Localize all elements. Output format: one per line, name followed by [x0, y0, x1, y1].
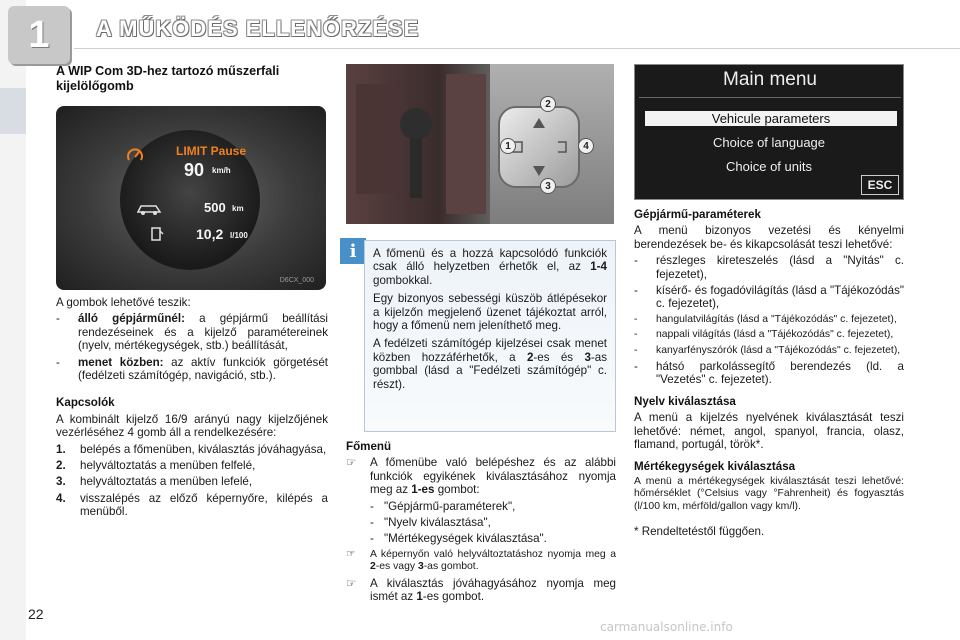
list-body: gombot:	[434, 483, 480, 497]
list-body: A képernyőn való helyváltoztatáshoz nyomja meg a	[370, 548, 616, 560]
fuel-icon	[150, 226, 164, 242]
list-item	[346, 456, 616, 496]
list-bold: álló gépjárműnél:	[78, 312, 185, 326]
info-icon: i	[340, 238, 366, 264]
list-item	[634, 360, 904, 387]
list-text: nappali világítás (lásd a "Tájékozódás" c. fejezetet),	[656, 329, 894, 341]
sub-marker: -	[370, 499, 374, 513]
controls-text: A kombinált kijelző 16/9 arányú nagy kijelzőjének vezérléséhez 4 gomb áll a rendelkezésére:	[56, 412, 328, 440]
list-text	[78, 356, 328, 383]
list-item	[56, 312, 328, 352]
list-body: az aktív funkciók görgetését (fedélzeti számítógép, navigáció, stb.).	[78, 355, 328, 383]
menu-item-units: Choice of units	[726, 159, 812, 174]
list-marker: -	[634, 344, 638, 356]
list-text: visszalépés az előző képernyőre, kilépés a menüből.	[80, 491, 328, 519]
list-bold: 3	[417, 561, 424, 573]
list-bold: 2	[370, 561, 376, 573]
list-body: A kiválasztás jóváhagyásához nyomja meg ismét az	[370, 576, 616, 604]
chapter-badge	[8, 6, 70, 64]
dashboard-image	[56, 106, 326, 290]
list-number: 3.	[56, 475, 66, 489]
sub-item	[346, 500, 616, 513]
page-number: 22	[28, 606, 44, 622]
list-marker: -	[56, 312, 60, 326]
list-text	[78, 312, 328, 352]
sub-item	[346, 516, 616, 529]
info-box	[364, 240, 616, 432]
left-heading-block	[56, 64, 328, 94]
info-bold: 3	[584, 350, 591, 364]
list-text: részleges kireteszelés (lásd a "Nyitás" c. fejezetet),	[656, 254, 904, 281]
list-text: kísérő- és fogadóvilágítás (lásd a "Tájékozódás" c. fejezetet),	[656, 284, 904, 311]
list-body: -es vagy	[375, 561, 418, 573]
list-item	[346, 577, 616, 604]
language-heading: Nyelv kiválasztása	[634, 394, 736, 408]
sub-marker: -	[370, 516, 374, 530]
list-text	[370, 549, 616, 574]
car-icon	[136, 202, 162, 216]
info-text: gombokkal.	[373, 273, 433, 287]
list-item	[56, 475, 328, 488]
list-item	[56, 459, 328, 472]
button-badge-1: 1	[500, 138, 516, 154]
units-text: A menü a mértékegységek kiválasztását teszi lehetővé: hőmérséklet (°Celsius vagy °Fahrenheit) és fogyasztás (l/100 km, mérföld/gallon vagy km/l).	[634, 475, 904, 512]
watermark: carmanualsonline.info	[600, 620, 733, 634]
button-badge-3: 3	[540, 178, 556, 194]
info-text: -as gombbal (lásd a "Fedélzeti számítógép" c. részt).	[373, 350, 608, 391]
list-text: hangulatvilágítás (lásd a "Tájékozódás" c. fejezetet),	[656, 313, 897, 325]
list-marker: -	[634, 329, 638, 341]
speedometer-icon	[126, 146, 144, 164]
pointer-icon: ☞	[346, 576, 357, 590]
info-text: A főmenü és a hozzá kapcsolódó funkciók csak álló helyzetben érhetők el, az	[373, 247, 607, 274]
info-text: A fedélzeti számítógép kijelzései csak menet közben hozzáférhetők, a	[373, 337, 607, 364]
sub-text: "Gépjármű-paraméterek",	[384, 499, 516, 513]
list-body: -as gombot.	[423, 561, 479, 573]
list-bold: menet közben:	[78, 355, 164, 369]
info-text: -es és	[533, 350, 585, 364]
speed-unit: km/h	[212, 166, 231, 175]
list-text: kanyarfényszórók (lásd a "Tájékozódás" c. fejezetet),	[656, 344, 901, 356]
image-code: D6CX_000	[279, 277, 314, 284]
right-text-block	[634, 208, 904, 539]
list-marker: -	[634, 313, 638, 325]
list-number: 1.	[56, 442, 66, 456]
pointer-icon: ☞	[346, 456, 357, 470]
info-bold: 1-4	[590, 260, 607, 274]
list-item	[634, 329, 904, 341]
list-body: -es gombot.	[422, 590, 485, 604]
menu-title: Main menu	[723, 69, 817, 90]
range-value: 500	[204, 200, 226, 215]
main-menu-screen	[634, 64, 904, 200]
left-text-block	[56, 296, 328, 519]
title-divider	[74, 48, 960, 49]
pointer-icon: ☞	[346, 548, 356, 560]
list-marker: -	[634, 360, 638, 374]
menu-divider	[639, 97, 901, 98]
list-text: helyváltoztatás a menüben lefelé,	[80, 475, 253, 489]
list-item	[634, 254, 904, 281]
list-item	[56, 492, 328, 519]
gear-lever-icon	[346, 64, 492, 224]
list-number: 2.	[56, 459, 66, 473]
steering-controls-image	[346, 64, 614, 224]
list-text	[370, 456, 616, 496]
sidebar-tab	[0, 88, 26, 134]
info-paragraph: Egy bizonyos sebességi küszöb átlépésekor a kijelzőn megjelenő üzenet tájékoztat arról, hogy a főmenü nem jeleníthető meg.	[373, 292, 607, 333]
list-text: belépés a főmenüben, kiválasztás jóváhagyása,	[80, 442, 327, 456]
esc-button: ESC	[861, 175, 899, 195]
speed-limit-label: LIMIT Pause	[176, 144, 247, 158]
info-paragraph	[373, 337, 607, 391]
list-number: 4.	[56, 491, 66, 505]
intro-text: A gombok lehetővé teszik:	[56, 296, 191, 309]
list-item	[634, 345, 904, 357]
button-badge-2: 2	[540, 96, 556, 112]
controls-heading: Kapcsolók	[56, 396, 115, 410]
range-unit: km	[232, 204, 244, 213]
consumption-value: 10,2	[196, 226, 224, 242]
sub-item	[346, 532, 616, 545]
list-item	[56, 356, 328, 383]
menu-item-vehicle-parameters: Vehicule parameters	[645, 111, 897, 126]
units-heading: Mértékegységek kiválasztása	[634, 459, 796, 473]
list-text	[370, 577, 616, 604]
consumption-unit: l/100	[230, 231, 248, 240]
button-badge-4: 4	[578, 138, 594, 154]
footnote: * Rendeltetéstől függően.	[634, 525, 765, 539]
info-bold: 2	[526, 350, 534, 364]
page-title: A MŰKÖDÉS ELLENŐRZÉSE	[96, 16, 420, 41]
main-menu-section	[346, 440, 616, 603]
menu-item-language: Choice of language	[712, 135, 826, 150]
sub-text: "Mértékegységek kiválasztása".	[384, 532, 547, 546]
list-body: A főmenübe való belépéshez és az alábbi funkciók egyikének kiválasztásához nyomja meg az	[370, 456, 616, 497]
chapter-number: 1	[28, 13, 50, 56]
list-bold: 1	[416, 590, 423, 604]
list-text: hátsó parkolássegítő berendezés (ld. a "Vezetés" c. fejezetet).	[656, 360, 904, 387]
list-item	[346, 549, 616, 574]
list-item	[56, 443, 328, 456]
sub-marker: -	[370, 532, 374, 546]
sub-text: "Nyelv kiválasztása",	[384, 516, 491, 530]
language-text: A menü a kijelzés nyelvének kiválasztását teszi lehetővé: német, angol, spanyol, francia, olasz, flamand, portugál, török*.	[634, 411, 904, 452]
section-heading: A WIP Com 3D-hez tartozó műszerfali kijelölőgomb	[56, 64, 280, 93]
list-item	[634, 284, 904, 311]
list-body: a gépjármű beállítási rendezéseinek és a kijelző paramétereinek (nyelv, mértékegységek, stb.) beállítását,	[78, 312, 328, 353]
list-item	[634, 314, 904, 326]
info-paragraph	[373, 247, 607, 287]
list-marker: -	[56, 355, 60, 369]
params-text: A menü bizonyos vezetési és kényelmi berendezések be- és kikapcsolását teszi lehetővé:	[634, 224, 904, 251]
speed-value: 90	[184, 160, 205, 180]
main-menu-heading: Főmenü	[346, 440, 392, 453]
list-text: helyváltoztatás a menüben felfelé,	[80, 459, 256, 473]
list-bold: 1-es	[411, 483, 435, 497]
list-marker: -	[634, 254, 638, 268]
params-heading: Gépjármű-paraméterek	[634, 208, 761, 221]
list-marker: -	[634, 284, 638, 298]
